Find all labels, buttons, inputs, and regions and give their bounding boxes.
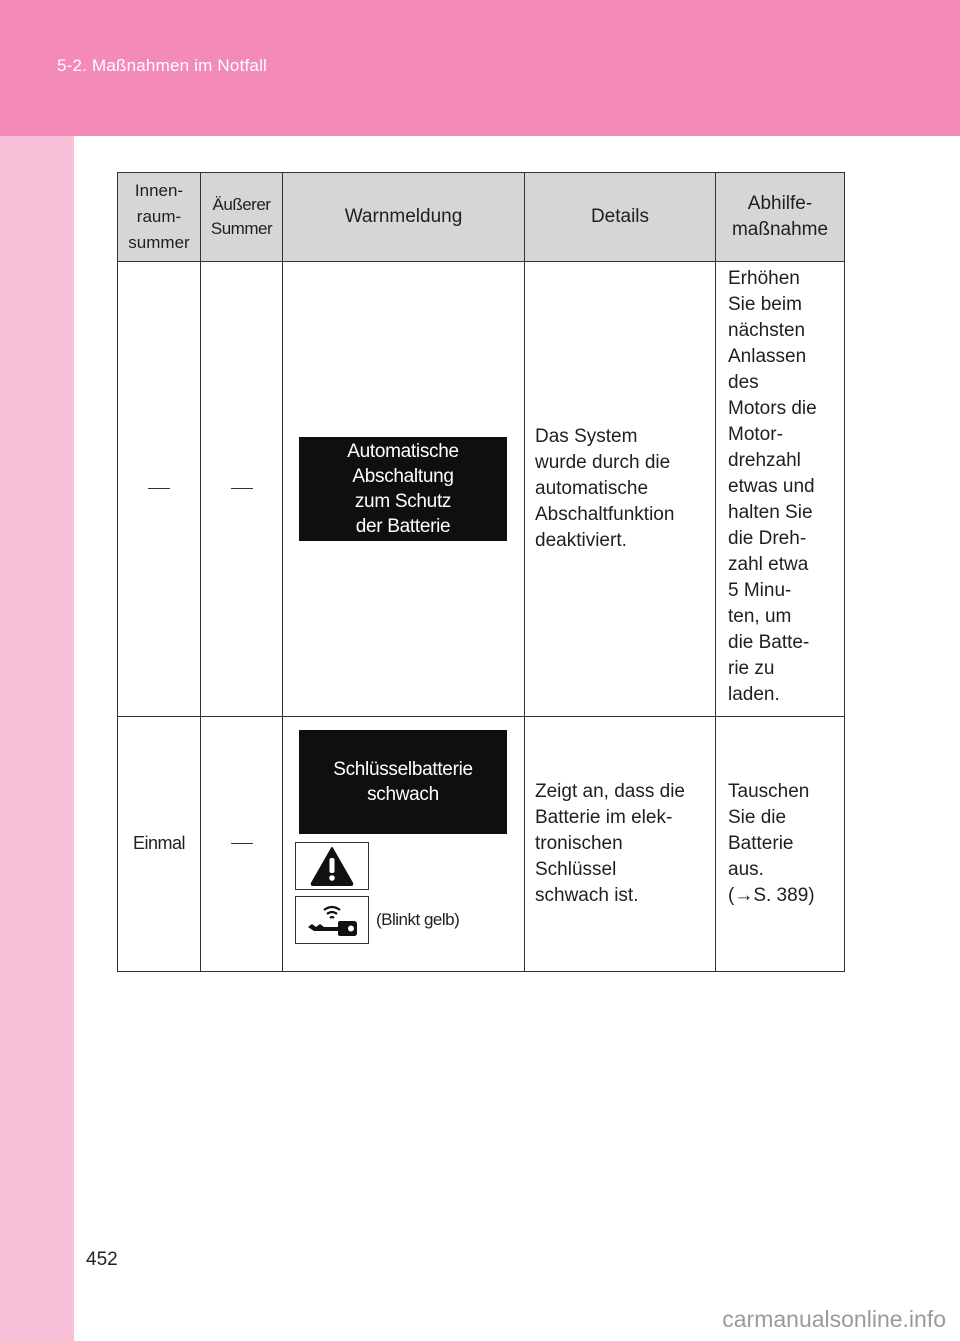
header-remedy: Abhilfe- maßnahme <box>716 173 845 262</box>
outer-buzzer-cell <box>201 262 283 717</box>
blink-note: (Blinkt gelb) <box>376 910 460 929</box>
dash-mark <box>231 488 253 489</box>
outer-buzzer-cell <box>201 717 283 972</box>
header-warning: Warnmeldung <box>283 173 525 262</box>
key-battery-icon <box>304 903 360 937</box>
details-cell: Das System wurde durch die automatische Abschaltfunktion deaktiviert. <box>525 262 716 717</box>
warning-message-screen: Automatische Abschaltung zum Schutz der Batterie <box>299 437 507 541</box>
warning-table <box>117 172 845 972</box>
section-title: 5-2. Maßnahmen im Notfall <box>57 56 268 75</box>
details-cell: Zeigt an, dass die Batterie im elek- tronischen Schlüssel schwach ist. <box>525 717 716 972</box>
warning-cell <box>283 262 525 717</box>
warning-triangle-icon-box <box>295 842 369 890</box>
page-reference-link[interactable]: (→S. 389) <box>728 885 815 906</box>
watermark: carmanualsonline.info <box>722 1306 946 1332</box>
dash-mark <box>148 488 170 489</box>
header-inner-buzzer: Innen- raum- summer <box>118 173 201 262</box>
key-battery-icon-box <box>295 896 369 944</box>
warning-message-screen: Schlüsselbatterie schwach <box>299 730 507 834</box>
inner-buzzer-cell <box>118 717 201 972</box>
header-outer-buzzer: Äußerer Summer <box>201 173 283 262</box>
header-details: Details <box>525 173 716 262</box>
remedy-cell: Erhöhen Sie beim nächsten Anlassen des Motors die Motor- drehzahl etwas und halten Sie die Dreh- zahl etwa 5 Minu- ten, um die Batte- rie zu laden. <box>716 262 845 717</box>
inner-buzzer-value: Einmal <box>132 833 186 853</box>
table-row <box>118 262 845 717</box>
warning-cell <box>283 717 525 972</box>
page-number: 452 <box>86 1249 118 1270</box>
dash-mark <box>231 843 253 844</box>
remedy-cell: Tauschen Sie die Batterie aus. (→S. 389) <box>716 717 845 972</box>
table-header-row <box>118 173 845 262</box>
table-row <box>118 717 845 972</box>
side-band <box>0 136 74 1341</box>
warning-triangle-icon <box>310 846 354 886</box>
inner-buzzer-cell <box>118 262 201 717</box>
